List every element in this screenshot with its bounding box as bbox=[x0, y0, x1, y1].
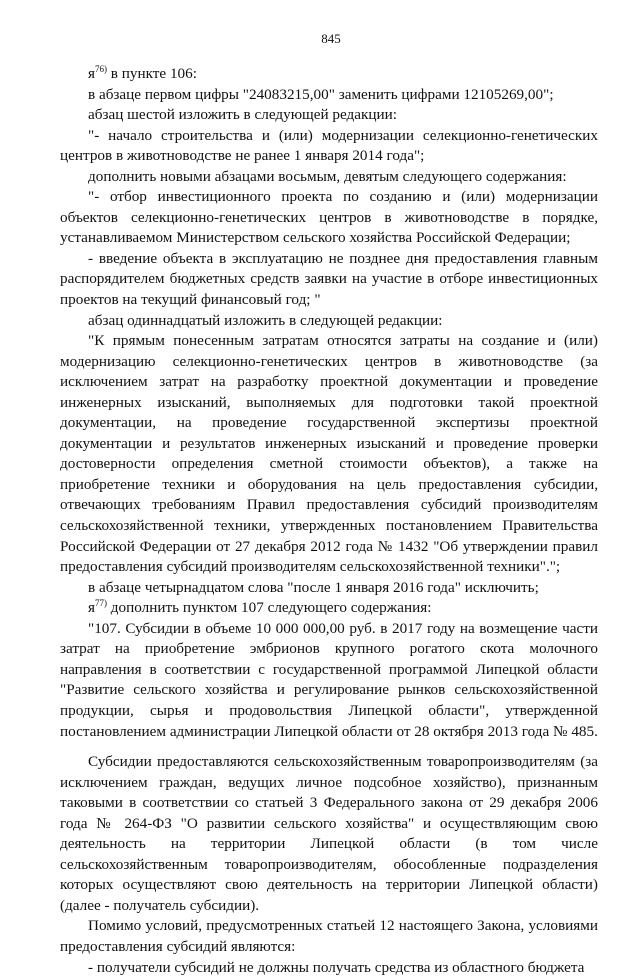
paragraph: "- отбор инвестиционного проекта по созданию и (или) модернизации объектов селекционно-генетических центров в животноводстве в порядке, устанавливаемом Министерством сельского хозяйства Российской Федерации; bbox=[60, 188, 598, 247]
document-page bbox=[60, 30, 598, 978]
page-number: 845 bbox=[321, 31, 341, 46]
paragraph: абзац одиннадцатый изложить в следующей редакции: bbox=[88, 311, 443, 329]
paragraph: Помимо условий, предусмотренных статьей 12 настоящего Закона, условиями предоставления субсидий являются: bbox=[60, 917, 598, 955]
paragraph: "- начало строительства и (или) модернизации селекционно-генетических центров в животноводстве не ранее 1 января 2014 года"; bbox=[60, 126, 598, 165]
footnote-ref: 77) bbox=[95, 598, 107, 609]
paragraph: дополнить новыми абзацами восьмым, девятым следующего содержания: bbox=[88, 167, 567, 185]
paragraph: Субсидии предоставляются сельскохозяйственным товаропроизводителям (за исключением граждан, ведущих личное подсобное хозяйство), признанным таковыми в соответствии со статьей 3 Федерального закона от 29 декабря 2006 года № 264-ФЗ "О развитии сельского хозяйства" и осуществляющим свою деятельность на территории Липецкой области (в том числе сельскохозяйственным товаропроизводителям, обособленные подразделения которых осуществляют свою деятельность на территории Липецкой области) (далее - получатель субсидии). bbox=[60, 753, 598, 914]
paragraph: абзац шестой изложить в следующей редакции: bbox=[88, 106, 397, 124]
footnote-ref: 76) bbox=[95, 63, 107, 74]
paragraph: в абзаце четырнадцатом слова "после 1 января 2016 года" исключить; bbox=[88, 578, 539, 596]
paragraph: - получатели субсидий не должны получать средства из областного бюджета bbox=[88, 958, 585, 976]
paragraph: в абзаце первом цифры "24083215,00" заменить цифрами 12105269,00"; bbox=[88, 85, 554, 103]
paragraph: "107. Субсидии в объеме 10 000 000,00 руб. в 2017 году на возмещение части затрат на приобретение эмбрионов крупного рогатого скота молочного направления в соответствии с государственной программой Липецкой области "Развитие сельского хозяйства и регулирование рынков сельскохозяйственной продукции, сырья и продовольствия Липецкой области", утвержденной постановлением администрации Липецкой области от 28 октября 2013 года № 485. bbox=[60, 619, 598, 740]
paragraph-item-76 bbox=[60, 64, 598, 85]
item-text: дополнить пунктом 107 следующего содержания: bbox=[107, 599, 432, 617]
item-letter: я bbox=[88, 599, 95, 617]
paragraph: - введение объекта в эксплуатацию не позднее дня предоставления главным распорядителем бюджетных средств заявки на участие в отборе инвестиционных проектов на текущий финансовый год; " bbox=[60, 249, 598, 309]
item-text: в пункте 106: bbox=[107, 65, 197, 82]
item-letter: я bbox=[88, 65, 95, 82]
paragraph-item-77 bbox=[60, 598, 598, 619]
paragraph: "К прямым понесенным затратам относятся затраты на создание и (или) модернизацию селекционно-генетических центров в животноводстве (за исключением затрат на разработку проектной документации и проведение инженерных изысканий, выполняемых для подготовки такой проектной документации, на проведение государственной экспертизы проектной документации и результатов инженерных изысканий и проведение проверки достоверности определения сметной стоимости объектов), а также на приобретение техники и оборудования на цель предоставления субсидии, отвечающих требованиям Правил предоставления субсидий производителям сельскохозяйственной техники, утвержденных постановлением Правительства Российской Федерации от 27 декабря 2012 года № 1432 "Об утверждении правил предоставления субсидий производителям сельскохозяйственной техники"."; bbox=[60, 332, 598, 576]
